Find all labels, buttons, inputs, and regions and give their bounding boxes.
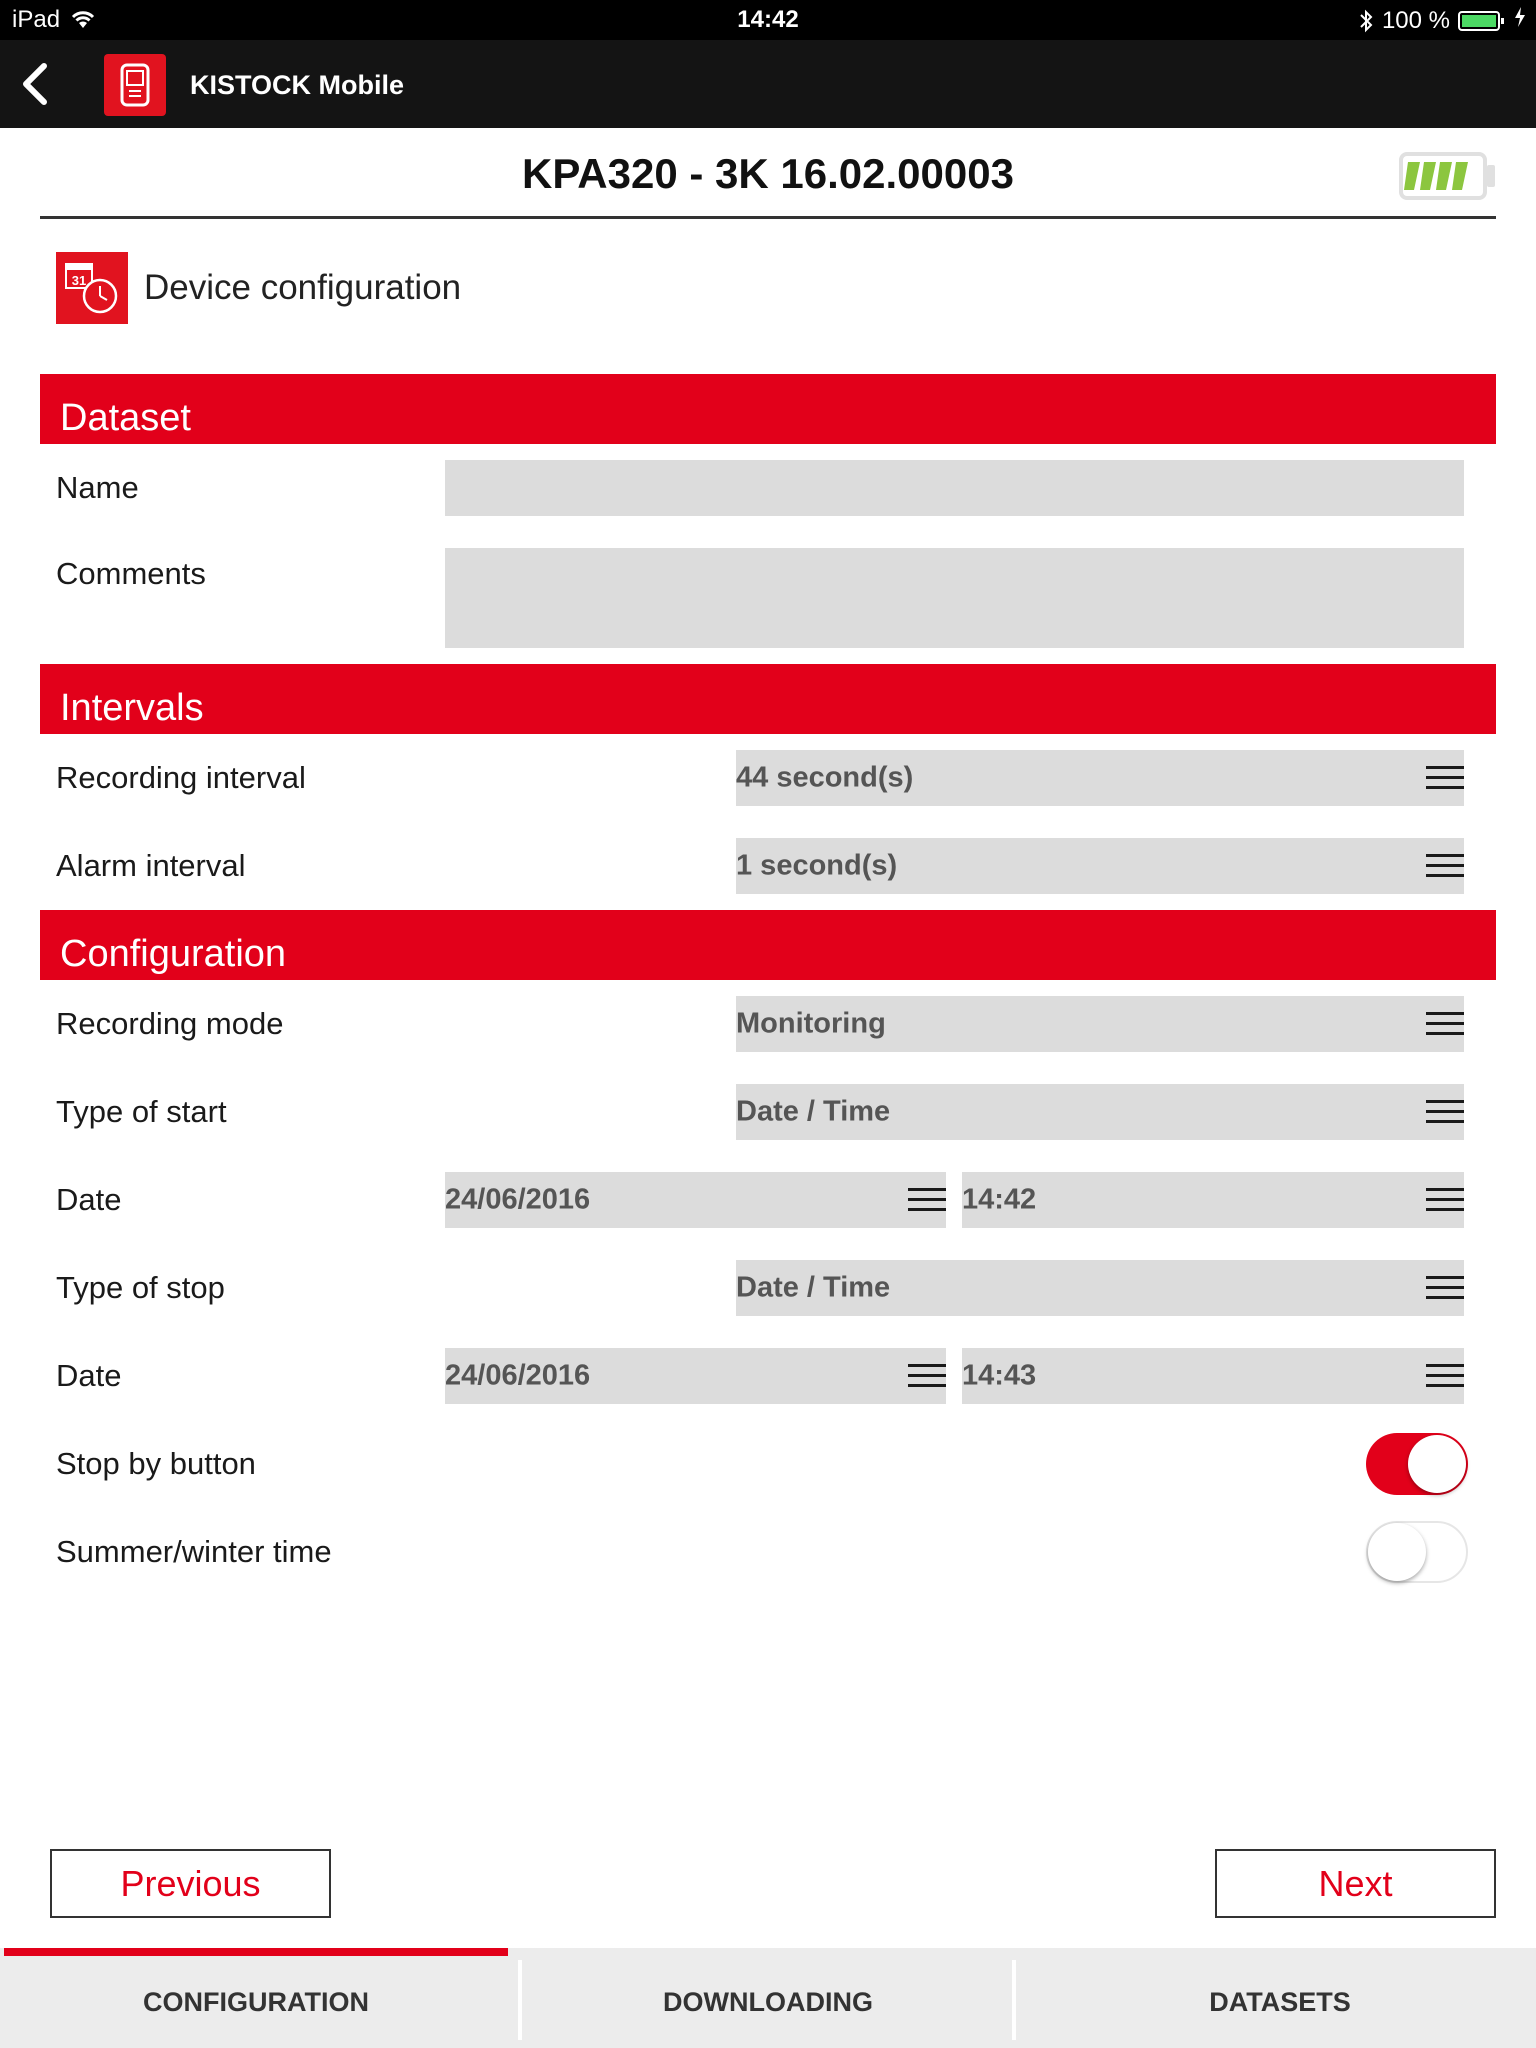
start-date-value: 24/06/2016 (445, 1183, 591, 1216)
active-tab-indicator (4, 1948, 508, 1956)
start-type-select[interactable] (736, 1084, 1464, 1140)
hamburger-icon[interactable] (1426, 1010, 1464, 1038)
recording-mode-label: Recording mode (56, 1006, 284, 1041)
name-input[interactable] (445, 460, 1464, 516)
recording-mode-value: Monitoring (736, 1007, 886, 1040)
comments-label: Comments (56, 556, 206, 591)
start-time-value: 14:42 (962, 1183, 1037, 1216)
stop-date-value: 24/06/2016 (445, 1359, 591, 1392)
tab-datasets[interactable]: DATASETS (1209, 1987, 1351, 2017)
start-date-label: Date (56, 1182, 122, 1217)
alarm-interval-value: 1 second(s) (736, 849, 898, 882)
dataset-header (40, 374, 1496, 444)
name-label: Name (56, 470, 139, 505)
summer-winter-toggle[interactable] (1366, 1521, 1468, 1583)
dataset-heading: Dataset (60, 397, 191, 439)
hamburger-icon[interactable] (1426, 1274, 1464, 1302)
app-title: KISTOCK Mobile (190, 70, 405, 100)
tab-configuration[interactable]: CONFIGURATION (143, 1987, 369, 2017)
summer-winter-label: Summer/winter time (56, 1534, 332, 1569)
recording-interval-select[interactable] (736, 750, 1464, 806)
section-title: Device configuration (144, 268, 462, 307)
calendar-clock-icon (56, 252, 128, 324)
stop-time-select[interactable] (962, 1348, 1464, 1404)
header-divider (40, 216, 1496, 219)
back-icon[interactable] (18, 62, 58, 106)
stop-by-button-toggle[interactable] (1366, 1433, 1468, 1495)
alarm-interval-select[interactable] (736, 838, 1464, 894)
intervals-header (40, 664, 1496, 734)
stop-date-label: Date (56, 1358, 122, 1393)
tab-downloading[interactable]: DOWNLOADING (663, 1987, 873, 2017)
stop-type-select[interactable] (736, 1260, 1464, 1316)
recording-interval-label: Recording interval (56, 760, 306, 795)
hamburger-icon[interactable] (1426, 1186, 1464, 1214)
status-time: 14:42 (737, 6, 799, 33)
tab-bar (0, 1948, 1536, 2048)
toggle-knob (1368, 1523, 1426, 1581)
hamburger-icon[interactable] (908, 1186, 946, 1214)
stop-by-button-label: Stop by button (56, 1446, 256, 1481)
battery-percent: 100 % (1381, 6, 1450, 34)
alarm-interval-label: Alarm interval (56, 848, 246, 883)
start-type-label: Type of start (56, 1094, 227, 1129)
battery-icon (1458, 10, 1506, 32)
tab-divider (518, 1960, 522, 2040)
hamburger-icon[interactable] (1426, 1362, 1464, 1390)
comments-input[interactable] (445, 548, 1464, 648)
recording-interval-value: 44 second(s) (736, 761, 914, 794)
status-bar (0, 0, 1536, 40)
start-time-select[interactable] (962, 1172, 1464, 1228)
start-type-value: Date / Time (736, 1095, 891, 1128)
hamburger-icon[interactable] (1426, 764, 1464, 792)
recording-mode-select[interactable] (736, 996, 1464, 1052)
calendar-day: 31 (71, 273, 87, 288)
hamburger-icon[interactable] (908, 1362, 946, 1390)
navigation-bar (0, 40, 1536, 128)
toggle-knob (1408, 1435, 1466, 1493)
bluetooth-icon (1358, 9, 1374, 33)
stop-type-label: Type of stop (56, 1270, 225, 1305)
app-logo-icon (104, 54, 166, 116)
configuration-heading: Configuration (60, 933, 287, 975)
next-button[interactable]: Next (1215, 1849, 1496, 1918)
previous-button[interactable]: Previous (50, 1849, 331, 1918)
stop-date-select[interactable] (445, 1348, 946, 1404)
hamburger-icon[interactable] (1426, 1098, 1464, 1126)
tab-divider (1012, 1960, 1016, 2040)
configuration-header (40, 910, 1496, 980)
intervals-heading: Intervals (60, 687, 204, 729)
device-battery-icon (1398, 150, 1498, 202)
device-title: KPA320 - 3K 16.02.00003 (522, 150, 1014, 197)
stop-type-value: Date / Time (736, 1271, 891, 1304)
start-date-select[interactable] (445, 1172, 946, 1228)
hamburger-icon[interactable] (1426, 852, 1464, 880)
charging-icon (1514, 6, 1526, 35)
stop-time-value: 14:43 (962, 1359, 1037, 1392)
device-name: iPad (12, 6, 61, 33)
